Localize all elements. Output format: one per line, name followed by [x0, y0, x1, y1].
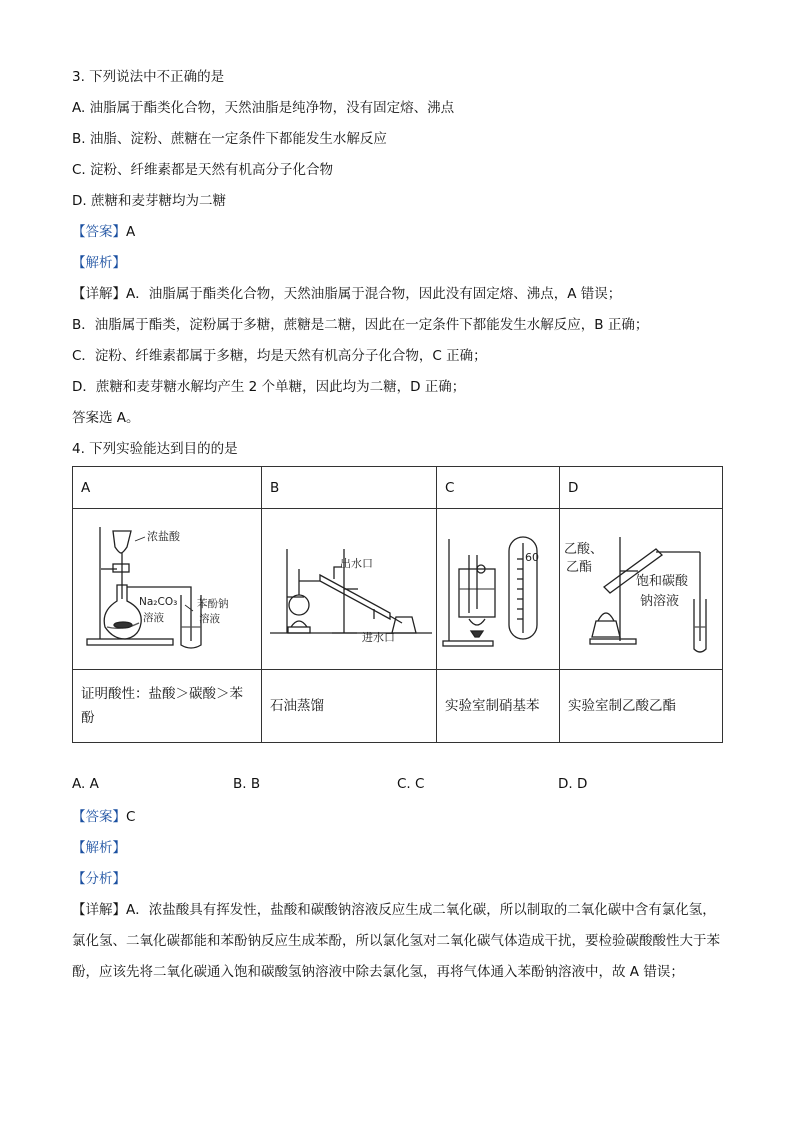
q3-answer — [72, 222, 135, 242]
q4-detail: 【详解】A．浓盐酸具有挥发性，盐酸和碳酸钠溶液反应生成二氧化碳，所以制取的二氧化碳中含有氯化氢，氯化氢、二氧化碳都能和苯酚钠反应生成苯酚，所以氯化氢对二氧化碳气体造成干扰，要检验碳酸酸性大于苯酚，应该先将二氧化碳通入饱和碳酸氢钠溶液中除去氯化氢，再将气体通入苯酚钠溶液中，故 A 错误； — [72, 902, 720, 980]
table-header-row — [73, 467, 723, 509]
q3-detail-4: D．蔗糖和麦芽糖水解均产生 2 个单糖，因此均为二糖，D 正确； — [72, 379, 466, 395]
q3-option-d: D. 蔗糖和麦芽糖均为二糖 — [72, 193, 226, 209]
label-acetic-acid: 乙酸、 — [564, 542, 604, 557]
caption-c: 实验室制硝基苯 — [437, 670, 560, 743]
label-thermometer-scale: 60 — [525, 551, 539, 564]
q3-option-c: C. 淀粉、纤维素都是天然有机高分子化合物 — [72, 162, 334, 178]
label-water-out: 出水口 — [340, 557, 373, 570]
label-ethyl-acetate: 乙酯 — [566, 560, 593, 575]
label-na2co3-solution: 溶液 — [143, 612, 164, 624]
caption-d: 实验室制乙酸乙酯 — [560, 670, 723, 743]
header-d: D — [560, 467, 723, 509]
q4-analysis2-tag: 【分析】 — [72, 871, 126, 887]
figure-a-cell — [73, 509, 262, 670]
q4-choice-b: B. B — [233, 776, 261, 792]
table-caption-row — [73, 670, 723, 743]
caption-a: 证明酸性：盐酸＞碳酸＞苯酚 — [73, 670, 262, 743]
label-conc-hcl: 浓盐酸 — [147, 530, 180, 543]
figure-d-cell — [560, 509, 723, 670]
label-sodium-solution: 钠溶液 — [640, 594, 680, 609]
q4-analysis-tag: 【解析】 — [72, 840, 126, 856]
q4-choice-c: C. C — [397, 776, 425, 792]
q3-detail-1: 【详解】A．油脂属于酯类化合物，天然油脂属于混合物，因此没有固定熔、沸点，A 错误； — [72, 286, 622, 302]
q4-choice-a: A. A — [72, 776, 99, 792]
header-a: A — [73, 467, 262, 509]
q4-answer-tag: 【答案】 — [72, 809, 126, 825]
q3-answer-tag: 【答案】 — [72, 224, 126, 240]
q4-choices — [72, 776, 724, 796]
figure-b-cell — [262, 509, 437, 670]
q3-stem: 3. 下列说法中不正确的是 — [72, 69, 225, 85]
apparatus-a-figure — [73, 509, 262, 665]
q3-option-b: B. 油脂、淀粉、蔗糖在一定条件下都能发生水解反应 — [72, 131, 387, 147]
label-phenolate-solution: 溶液 — [199, 613, 220, 625]
experiment-table — [72, 466, 723, 743]
q3-option-a: A. 油脂属于酯类化合物，天然油脂是纯净物，没有固定熔、沸点 — [72, 100, 455, 116]
q4-choice-d: D. D — [558, 776, 588, 792]
header-c: C — [437, 467, 560, 509]
q3-answer-value: A — [126, 224, 136, 240]
q3-conclusion: 答案选 A。 — [72, 410, 140, 426]
figure-c-cell — [437, 509, 560, 670]
q4-stem: 4. 下列实验能达到目的的是 — [72, 441, 238, 457]
table-figure-row — [73, 509, 723, 670]
q4-answer — [72, 807, 135, 827]
label-saturated-carbonate: 饱和碳酸 — [636, 574, 689, 589]
caption-b: 石油蒸馏 — [262, 670, 437, 743]
apparatus-b-figure — [262, 509, 437, 665]
apparatus-d-figure — [560, 509, 723, 665]
q4-answer-value: C — [126, 809, 136, 825]
header-b: B — [262, 467, 437, 509]
q3-analysis-tag: 【解析】 — [72, 255, 126, 271]
q3-detail-2: B．油脂属于酯类，淀粉属于多糖，蔗糖是二糖，因此在一定条件下都能发生水解反应，B 正确； — [72, 317, 649, 333]
apparatus-c-figure — [437, 509, 560, 665]
label-na2co3: Na₂CO₃ — [139, 596, 178, 608]
label-water-in: 进水口 — [362, 631, 395, 644]
label-phenolate: 苯酚钠 — [197, 598, 229, 610]
q3-detail-3: C．淀粉、纤维素都属于多糖，均是天然有机高分子化合物，C 正确； — [72, 348, 487, 364]
